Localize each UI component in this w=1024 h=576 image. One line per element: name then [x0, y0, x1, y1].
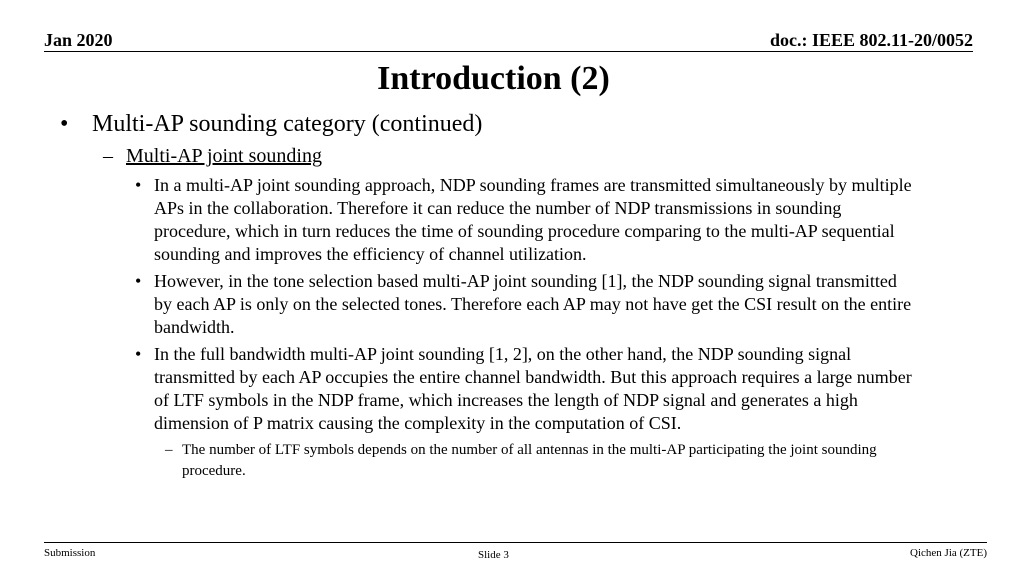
dash-mark: – [165, 442, 173, 458]
bullet-mark: • [135, 175, 142, 195]
header-doc-id: doc.: IEEE 802.11-20/0052 [769, 30, 973, 50]
dash-mark: – [103, 145, 113, 167]
bullet-text: The number of LTF symbols depends on the number of all antennas in the multi-AP participating the joint sounding procedure. [182, 442, 877, 479]
header-date: Jan 2020 [44, 30, 113, 50]
bullet-mark: • [135, 344, 142, 364]
subheading-text: Multi-AP joint sounding [126, 145, 322, 167]
slide-title: Introduction (2) [377, 60, 610, 97]
bullet-mark: • [135, 271, 142, 291]
bullet-mark: • [60, 111, 69, 137]
footer-divider [44, 542, 987, 543]
bullet-text: However, in the tone selection based multi-AP joint sounding [1], the NDP sounding signal transmitted by each AP is only on the selected tones. Therefore each AP may not have get the CSI result on the entire bandwidth. [154, 271, 912, 337]
bullet-text: In the full bandwidth multi-AP joint sounding [1, 2], on the other hand, the NDP sounding signal transmitted by each AP occupies the entire channel bandwidth. But this approach requires a large number of LTF symbols in the NDP frame, which increases the length of NDP signal and generates a high dimension of P matrix causing the complexity in the computation of CSI. [154, 344, 912, 433]
bullet-text: Multi-AP sounding category (continued) [92, 111, 483, 137]
footer-author: Qichen Jia (ZTE) [910, 547, 987, 559]
bullet-text: In a multi-AP joint sounding approach, NDP sounding frames are transmitted simultaneously by multiple APs in the collaboration. Therefore it can reduce the number of NDP transmissions in sounding procedure, which in turn reduces the time of sounding procedure comparing to the multi-AP sequential sounding and improves the efficiency of channel utilization. [154, 175, 912, 264]
footer-slide-number: Slide 3 [478, 549, 509, 561]
footer-submission: Submission [44, 547, 96, 559]
header-divider [44, 51, 973, 52]
